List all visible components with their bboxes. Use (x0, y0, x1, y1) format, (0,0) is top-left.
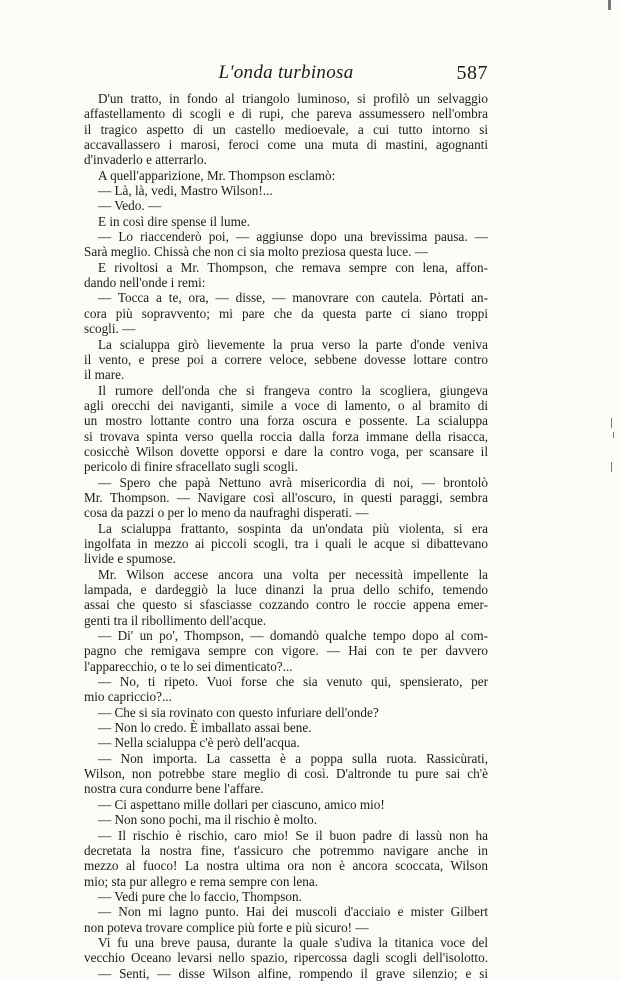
text-line: — Ci aspettano mille dollari per ciascuno, amico mio! (98, 796, 385, 812)
text-line: — Di' un po', Thompson, — domandò qualche tempo dopo al com- (98, 628, 488, 644)
scan-edge-mark (611, 462, 612, 472)
text-line: l'apparecchio, o te lo sei dimenticato?... (84, 658, 293, 674)
text-line: — Nella scialuppa c'è però dell'acqua. (98, 735, 300, 751)
text-line: vecchio Oceano levarsi nello spazio, ripercossa dagli scogli dell'isolotto. (84, 950, 488, 966)
text-line: cosa da pazzi o per lo meno da naufraghi disperati. — (84, 505, 369, 521)
text-line: livide e spumose. (84, 551, 176, 567)
page-header (84, 62, 488, 88)
text-line: La scialuppa girò lievemente la prua verso la parte d'onde veniva (98, 336, 488, 352)
text-line: — Là, là, vedi, Mastro Wilson!... (98, 183, 273, 199)
text-line: mio capriccio?... (84, 689, 172, 705)
text-line: La scialuppa frattanto, sospinta da un'ondata più violenta, si era (98, 520, 488, 536)
text-line: cosicchè Wilson dovette opporsi e dare la contro voga, per scansare il (84, 443, 488, 459)
text-line: decretata la nostra fine, t'assicuro che potremmo navigare anche in (84, 842, 488, 858)
running-title: L'onda turbinosa (218, 62, 354, 83)
text-line: scogli. — (84, 321, 136, 337)
text-line: D'un tratto, in fondo al triangolo luminoso, si profilò un selvaggio (98, 91, 488, 106)
text-line: genti tra il ribollimento dell'acque. (84, 612, 267, 628)
text-line: agli orecchi dei naviganti, simile a voce di lamento, o al bramito di (84, 397, 488, 413)
text-line: Sarà meglio. Chissà che non ci sia molto preziosa questa luce. — (84, 244, 428, 260)
body-text (84, 91, 488, 981)
text-line: — Lo riaccenderò poi, — aggiunse dopo una brevissima pausa. — (98, 229, 488, 245)
text-line: — No, ti ripeto. Vuoi forse che sia venuto qui, spensierato, per (98, 674, 488, 690)
text-line: il mare. (84, 367, 125, 383)
text-line: E in così dire spense il lume. (98, 213, 250, 229)
text-line: — Non sono pochi, ma il rischio è molto. (98, 812, 318, 828)
text-line: — Il rischio è rischio, caro mio! Se il buon padre di lassù non ha (98, 827, 488, 843)
text-line: assai che questo si sfasciasse cozzando contro le roccie appena emer- (84, 597, 488, 613)
text-line: — Non importa. La cassetta è a poppa sulla ruota. Rassicùrati, (98, 750, 488, 766)
text-line: mezzo al fuoco! La nostra ultima ora non è ancora scoccata, Wilson (84, 858, 488, 874)
text-line: ingolfata in mezzo ai piccoli scogli, tra i quali le acque si dibattevano (84, 535, 488, 551)
text-line: d'invaderlo e atterrarlo. (84, 152, 207, 168)
scan-edge-mark (611, 418, 612, 428)
text-line: Mr. Wilson accese ancora una volta per necessità impellente la (98, 566, 488, 582)
text-line: — Spero che papà Nettuno avrà misericordia di noi, — brontolò (98, 474, 488, 490)
text-line: pagno che remigava sempre con vigore. — Hai con te per davvero (84, 643, 488, 659)
text-line: — Che si sia rovinato con questo infuriare dell'onde? (98, 704, 379, 720)
text-line: mio; sta pur allegro e rema sempre con lena. (84, 873, 318, 889)
text-line: — Non lo credo. È imballato assai bene. (98, 720, 312, 736)
text-line: accavallassero i marosi, feroci come una muta di mastini, agognanti (84, 137, 488, 153)
text-line: — Tocca a te, ora, — disse, — manovrare con cautela. Pòrtati an- (98, 290, 488, 306)
text-line: — Non mi lagno punto. Hai dei muscoli d'acciaio e mister Gilbert (98, 904, 488, 920)
text-line: — Senti, — disse Wilson alfine, rompendo il grave silenzio; e si (98, 965, 488, 981)
text-line: non poteva trovare complice più forte e più sicuro! — (84, 919, 369, 935)
scan-edge-mark (608, 0, 611, 10)
text-line: — Vedo. — (98, 198, 162, 214)
text-line: Il rumore dell'onda che si frangeva contro la scogliera, giungeva (98, 382, 488, 398)
text-line: — Vedi pure che lo faccio, Thompson. (98, 888, 302, 904)
text-line: un mostro lottante contro una forza oscura e possente. La scialuppa (84, 413, 488, 429)
text-line: il vento, e prese poi a correre veloce, sebbene dovesse lottare contro (84, 351, 488, 367)
text-line: A quell'apparizione, Mr. Thompson esclamò: (98, 167, 336, 183)
text-line: pericolo di finire sfracellato sugli scogli. (84, 459, 298, 475)
text-line: affastellamento di scogli e di rupi, che pareva assumessero nell'ombra (84, 106, 488, 122)
text-line: Vi fu una breve pausa, durante la quale s'udiva la titanica voce del (98, 934, 488, 950)
text-line: Wilson, non potrebbe stare meglio di così. D'altronde tu pure sai ch'è (84, 766, 488, 782)
text-line: si trovava spinta verso quella roccia dalla forza immane della risacca, (84, 428, 488, 444)
text-line: E rivoltosi a Mr. Thompson, che remava sempre con lena, affon- (98, 259, 488, 275)
text-line: Mr. Thompson. — Navigare così all'oscuro, in questi paraggi, sembra (84, 489, 488, 505)
text-line: il tragico aspetto di un castello medioevale, a cui tutto intorno si (84, 121, 488, 137)
page-number: 587 (456, 62, 488, 84)
text-line: nostra cura condurre bene l'affare. (84, 781, 264, 797)
text-line: lampada, e dardeggiò la luce dinanzi la prua dello schifo, temendo (84, 582, 488, 597)
text-line: dando nell'onde i remi: (84, 275, 206, 291)
scan-edge-mark (613, 432, 614, 438)
text-line: cora più sopravvento; mi pare che da questa parte ci siano troppi (84, 305, 488, 321)
